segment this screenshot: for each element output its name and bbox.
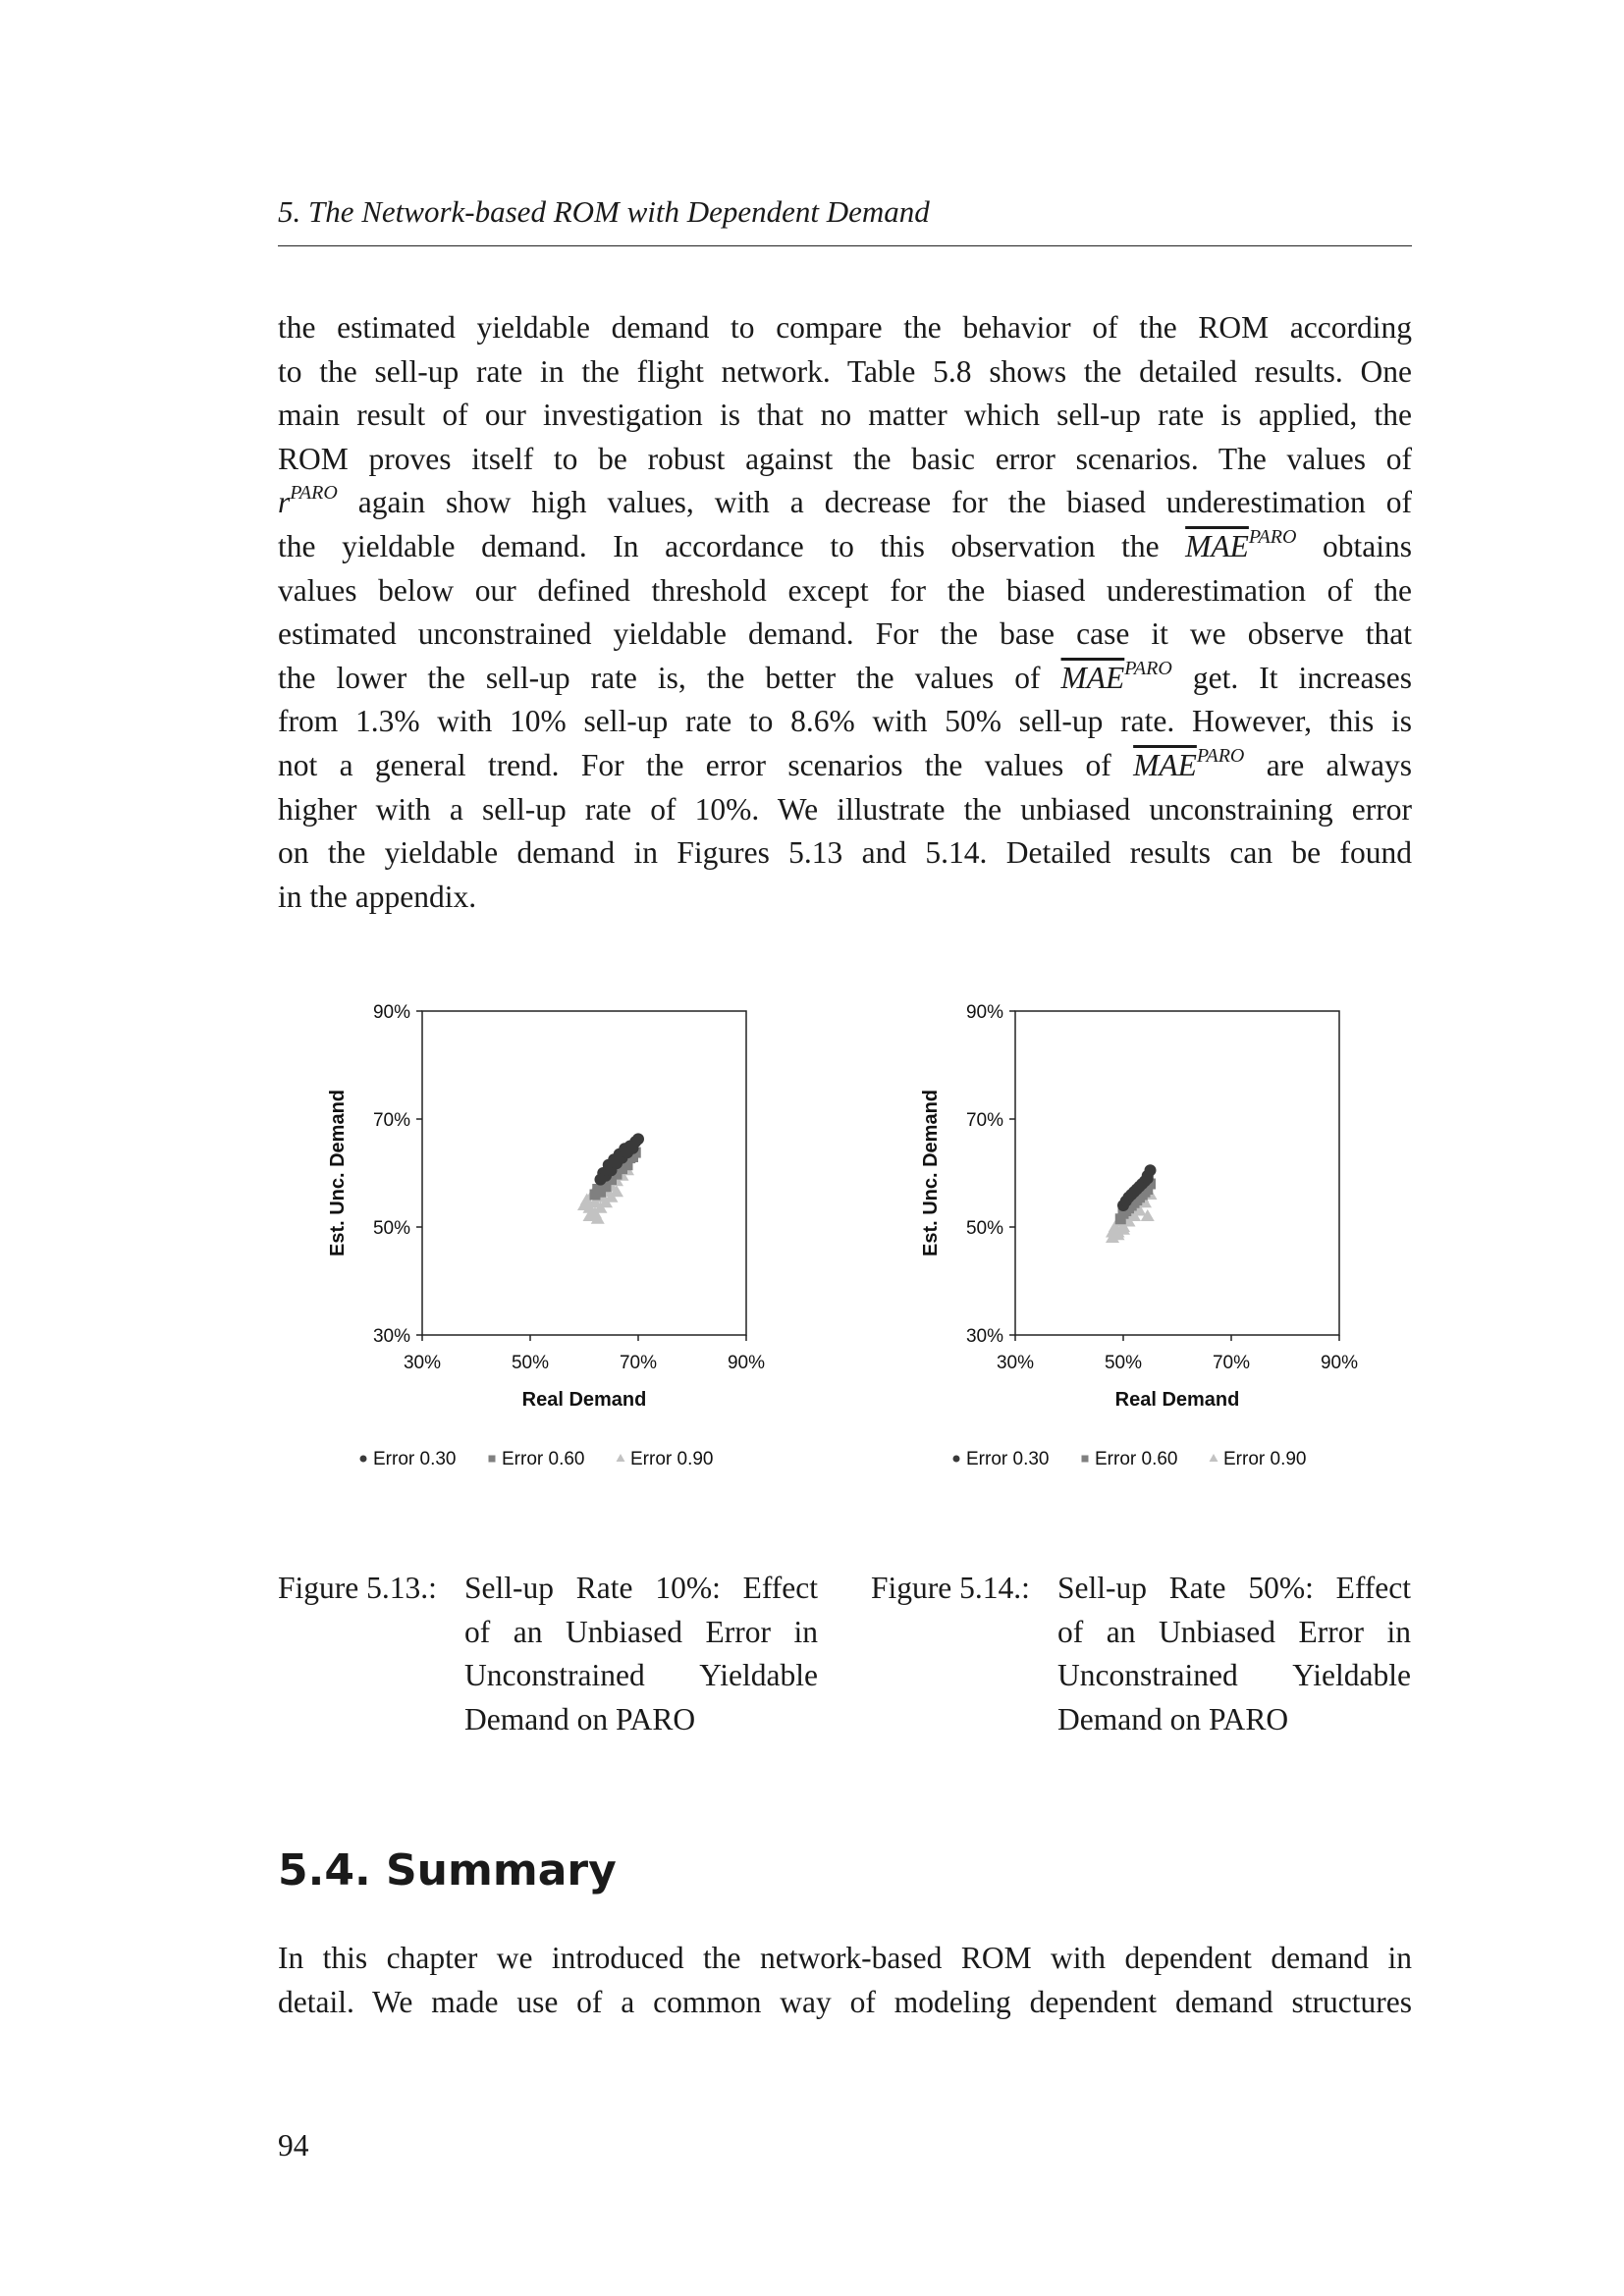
x-tick-label: 30%	[996, 1353, 1035, 1373]
x-tick-label: 90%	[1320, 1353, 1359, 1373]
y-tick-label: 50%	[372, 1218, 410, 1239]
math-r: r	[278, 485, 291, 520]
text-line: In this chapter we introduced the network-based ROM with dependent demand in	[278, 1941, 1412, 1975]
text-line: estimated unconstrained yieldable demand. For the base case it we observe that	[278, 616, 1412, 652]
math-sup: PARO	[1124, 657, 1172, 679]
text-fragment: the lower the sell-up rate is, the better the values of	[278, 660, 1061, 695]
y-tick-label: 70%	[965, 1110, 1003, 1131]
data-point-error-0-30	[1142, 1173, 1154, 1185]
text-fragment: not a general trend. For the error scenarios the values of	[278, 747, 1134, 782]
plot-area	[1015, 1011, 1339, 1335]
math-mae: $\overline{MAE}$	[1185, 528, 1249, 563]
x-tick-label: 70%	[619, 1353, 658, 1373]
legend-marker-square	[1082, 1456, 1089, 1463]
header-rule	[278, 245, 1412, 246]
data-point-error-0-30	[595, 1174, 607, 1186]
x-tick-label: 30%	[403, 1353, 442, 1373]
text-line	[278, 744, 1412, 788]
legend-label: Error 0.90	[630, 1449, 714, 1469]
text-line: higher with a sell-up rate of 10%. We illustrate the unbiased unconstraining error	[278, 791, 1412, 827]
text-fragment: obtains	[1296, 528, 1412, 563]
y-tick-label: 90%	[965, 1002, 1003, 1023]
legend-label: Error 0.30	[966, 1449, 1050, 1469]
caption-line: Unconstrained Yieldable	[464, 1658, 818, 1693]
text-line: values below our defined threshold except for the biased underestimation of the	[278, 572, 1412, 608]
text-line	[278, 481, 1412, 525]
x-tick-label: 70%	[1212, 1353, 1251, 1373]
y-tick-label: 90%	[372, 1002, 410, 1023]
plot-area	[422, 1011, 746, 1335]
text-line: in the appendix.	[278, 879, 477, 914]
x-tick-label: 50%	[1104, 1353, 1143, 1373]
section-paragraph	[278, 1937, 1412, 2024]
caption-line: Demand on PARO	[464, 1701, 696, 1736]
scatter-chart-fig-5-13	[304, 991, 795, 1522]
text-line: to the sell-up rate in the flight network. Table 5.8 shows the detailed results. One	[278, 353, 1412, 389]
text-fragment: are always	[1244, 747, 1412, 782]
y-axis-label: Est. Unc. Demand	[920, 1089, 942, 1257]
legend-label: Error 0.60	[1095, 1449, 1178, 1469]
caption-line: Unconstrained Yieldable	[1057, 1658, 1411, 1693]
legend-marker-circle	[360, 1456, 367, 1463]
text-line: main result of our investigation is that no matter which sell-up rate is applied, the	[278, 398, 1412, 433]
y-axis-label: Est. Unc. Demand	[327, 1089, 349, 1257]
text-line: the estimated yieldable demand to compare the behavior of the ROM according	[278, 310, 1412, 345]
legend-label: Error 0.90	[1223, 1449, 1307, 1469]
caption-line: Demand on PARO	[1057, 1701, 1289, 1736]
math-sup: PARO	[1196, 744, 1245, 767]
legend-label: Error 0.60	[502, 1449, 585, 1469]
section-heading: 5.4. Summary	[278, 1845, 617, 1896]
y-tick-label: 50%	[965, 1218, 1003, 1239]
caption-label: Figure 5.14.:	[871, 1571, 1030, 1605]
legend-label: Error 0.30	[373, 1449, 457, 1469]
legend-marker-square	[489, 1456, 496, 1463]
legend-marker-circle	[953, 1456, 960, 1463]
text-fragment: get. It increases	[1171, 660, 1412, 695]
caption-label: Figure 5.13.:	[278, 1571, 437, 1605]
text-line: from 1.3% with 10% sell-up rate to 8.6% with 50% sell-up rate. However, this is	[278, 704, 1412, 739]
caption-line: Sell-up Rate 10%: Effect	[464, 1571, 818, 1605]
running-header: 5. The Network-based ROM with Dependent Demand	[278, 194, 930, 229]
caption-line: of an Unbiased Error in	[464, 1614, 818, 1649]
y-tick-label: 30%	[372, 1326, 410, 1347]
legend-marker-triangle	[1210, 1454, 1218, 1462]
text-line: detail. We made use of a common way of modeling dependent demand structures	[278, 1984, 1412, 2019]
x-axis-label: Real Demand	[1114, 1389, 1240, 1411]
caption-line: Sell-up Rate 50%: Effect	[1057, 1571, 1411, 1605]
text-line	[278, 657, 1412, 701]
math-mae: $\overline{MAE}$	[1060, 660, 1125, 695]
text-line	[278, 525, 1412, 569]
data-point-error-0-30	[627, 1143, 639, 1154]
x-tick-label: 90%	[727, 1353, 766, 1373]
math-mae: $\overline{MAE}$	[1133, 747, 1197, 782]
y-tick-label: 70%	[372, 1110, 410, 1131]
page-number: 94	[278, 2128, 309, 2163]
text-line: on the yieldable demand in Figures 5.13 and 5.14. Detailed results can be found	[278, 835, 1412, 871]
caption-line: of an Unbiased Error in	[1057, 1614, 1411, 1649]
x-axis-label: Real Demand	[521, 1389, 647, 1411]
math-sup: PARO	[1248, 525, 1297, 548]
legend-marker-triangle	[617, 1454, 625, 1462]
text-fragment: the yieldable demand. In accordance to this observation the	[278, 528, 1186, 563]
x-tick-label: 50%	[511, 1353, 550, 1373]
text-fragment: again show high values, with a decrease for the biased underestimation of	[337, 485, 1412, 520]
y-tick-label: 30%	[965, 1326, 1003, 1347]
body-paragraph	[278, 306, 1412, 919]
math-sup: PARO	[290, 482, 338, 505]
scatter-chart-fig-5-14	[897, 991, 1388, 1522]
text-line: ROM proves itself to be robust against the basic error scenarios. The values of	[278, 441, 1412, 476]
data-point-error-0-60	[590, 1190, 601, 1201]
